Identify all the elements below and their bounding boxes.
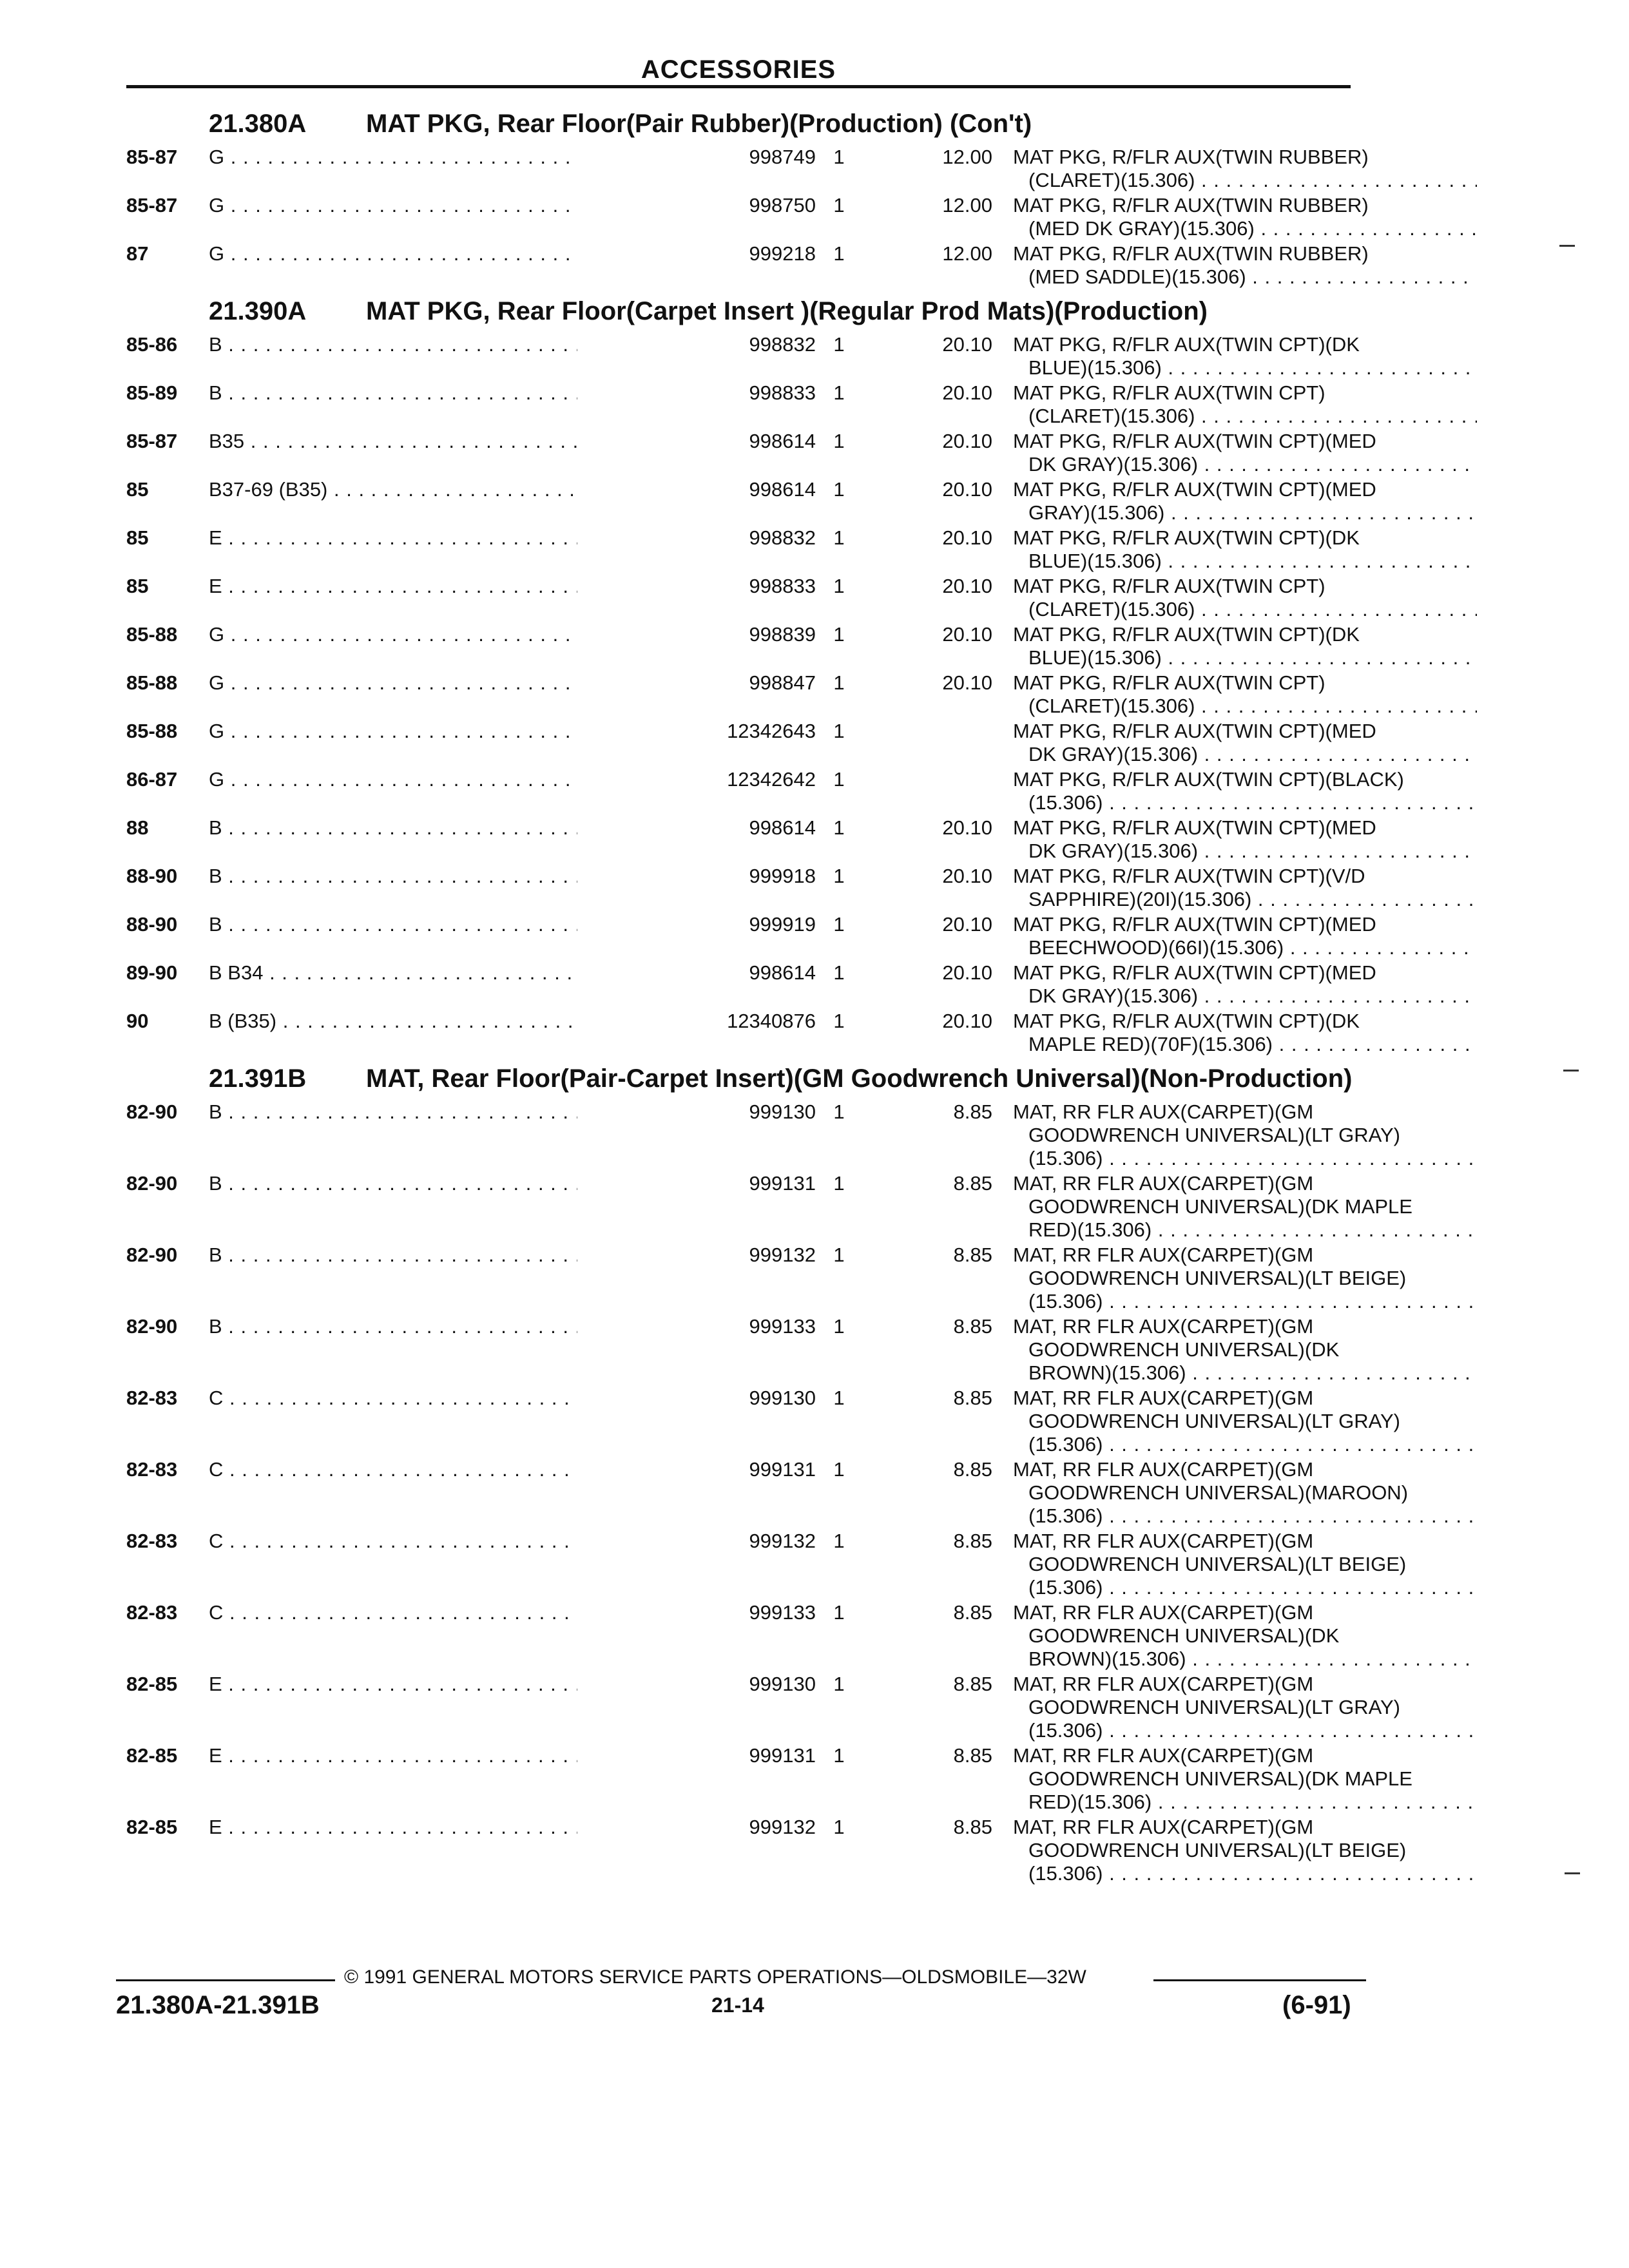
description-line: DK GRAY)(15.306) . . .	[1013, 985, 1477, 1008]
description-line: MAT, RR FLR AUX(CARPET)(GM	[1013, 1673, 1314, 1695]
part-number: 998614	[577, 961, 816, 985]
table-row	[126, 146, 1369, 194]
part-number: 999132	[577, 1816, 816, 1839]
description-line: GOODWRENCH UNIVERSAL)(DK	[1028, 1338, 1340, 1361]
part-number: 998614	[577, 816, 816, 840]
description-line: MAT PKG, R/FLR AUX(TWIN CPT)(BLACK)	[1013, 768, 1404, 791]
part-number: 998833	[577, 381, 816, 405]
table-row	[126, 242, 1369, 291]
model-years: 88	[126, 816, 149, 839]
part-number: 999133	[577, 1601, 816, 1624]
description-line: GOODWRENCH UNIVERSAL)(DK MAPLE	[1028, 1195, 1412, 1218]
description-line: (CLARET)(15.306) . . .	[1013, 169, 1477, 192]
table-row	[126, 1601, 1357, 1673]
model-code: G . . .	[209, 623, 678, 646]
description-line: MAT PKG, R/FLR AUX(TWIN CPT)(DK	[1013, 623, 1360, 646]
model-years: 85-87	[126, 430, 178, 452]
price: 20.10	[942, 816, 992, 839]
model-code: B B34 . . .	[209, 961, 678, 985]
model-years: 82-83	[126, 1601, 178, 1624]
model-code: E . . .	[209, 1744, 678, 1767]
table-row	[126, 381, 1357, 430]
description-line: MAT, RR FLR AUX(CARPET)(GM	[1013, 1458, 1314, 1481]
part-description	[1013, 913, 1477, 959]
part-number: 999218	[577, 242, 816, 265]
model-code: B . . .	[209, 333, 678, 356]
part-description	[1013, 865, 1477, 911]
table-row	[126, 1244, 1407, 1315]
model-code: C . . .	[209, 1387, 678, 1410]
table-row	[126, 478, 1376, 526]
model-years: 90	[126, 1010, 149, 1032]
margin-mark	[1563, 1070, 1579, 1072]
part-number: 998832	[577, 526, 816, 550]
model-years: 82-85	[126, 1744, 178, 1767]
description-line: MAT, RR FLR AUX(CARPET)(GM	[1013, 1601, 1314, 1624]
part-description	[1013, 1601, 1477, 1671]
price: 8.85	[953, 1530, 992, 1552]
description-line: BROWN)(15.306) . . .	[1013, 1648, 1477, 1671]
description-line: MAT, RR FLR AUX(CARPET)(GM	[1013, 1816, 1314, 1838]
description-line: GOODWRENCH UNIVERSAL)(LT BEIGE)	[1028, 1553, 1407, 1575]
quantity: 1	[833, 671, 845, 694]
margin-mark	[1559, 245, 1575, 247]
part-description	[1013, 526, 1477, 573]
quantity: 1	[833, 1010, 845, 1032]
part-description	[1013, 1458, 1477, 1528]
description-line: (MED DK GRAY)(15.306) . . .	[1013, 217, 1477, 240]
model-code: E . . .	[209, 1673, 678, 1696]
quantity: 1	[833, 1816, 845, 1838]
model-code: C . . .	[209, 1458, 678, 1481]
model-years: 88-90	[126, 913, 178, 936]
description-line: MAT PKG, R/FLR AUX(TWIN CPT)(DK	[1013, 333, 1360, 356]
footer-date: (6-91)	[1282, 1991, 1351, 2019]
model-code: G . . .	[209, 768, 678, 791]
description-line: MAT, RR FLR AUX(CARPET)(GM	[1013, 1387, 1314, 1409]
description-line: BLUE)(15.306) . . .	[1013, 646, 1477, 669]
table-row	[126, 1387, 1400, 1458]
description-line: (CLARET)(15.306) . . .	[1013, 405, 1477, 428]
quantity: 1	[833, 961, 845, 984]
part-number: 999130	[577, 1673, 816, 1696]
model-years: 85-88	[126, 623, 178, 646]
table-row	[126, 768, 1404, 816]
part-description	[1013, 768, 1477, 814]
description-line: MAT PKG, R/FLR AUX(TWIN RUBBER)	[1013, 146, 1369, 168]
quantity: 1	[833, 816, 845, 839]
table-row	[126, 1530, 1407, 1601]
price: 20.10	[942, 913, 992, 936]
price: 20.10	[942, 671, 992, 694]
part-number: 999131	[577, 1458, 816, 1481]
part-number: 999918	[577, 865, 816, 888]
price: 20.10	[942, 961, 992, 984]
description-line: BLUE)(15.306) . . .	[1013, 356, 1477, 380]
part-number: 998750	[577, 194, 816, 217]
table-row	[126, 913, 1376, 961]
model-years: 85-88	[126, 671, 178, 694]
model-years: 85-86	[126, 333, 178, 356]
model-code: B . . .	[209, 913, 678, 936]
model-years: 86-87	[126, 768, 178, 791]
description-line: (MED SADDLE)(15.306) . . .	[1013, 265, 1477, 289]
description-line: BLUE)(15.306) . . .	[1013, 550, 1477, 573]
price: 20.10	[942, 623, 992, 646]
quantity: 1	[833, 865, 845, 887]
part-number: 999132	[577, 1244, 816, 1267]
description-line: GOODWRENCH UNIVERSAL)(DK	[1028, 1624, 1340, 1647]
price: 20.10	[942, 575, 992, 597]
quantity: 1	[833, 623, 845, 646]
quantity: 1	[833, 1458, 845, 1481]
model-code: B . . .	[209, 1100, 678, 1124]
table-row	[126, 526, 1360, 575]
footer-rule-left	[116, 1979, 335, 1981]
model-years: 85-88	[126, 720, 178, 742]
description-line: (15.306) . . .	[1013, 1862, 1477, 1885]
description-line: MAT PKG, R/FLR AUX(TWIN CPT)(MED	[1013, 913, 1376, 936]
part-number: 999133	[577, 1315, 816, 1338]
description-line: MAT PKG, R/FLR AUX(TWIN CPT)(MED	[1013, 430, 1376, 452]
section-heading	[126, 110, 1357, 138]
part-description	[1013, 430, 1477, 476]
table-row	[126, 1744, 1412, 1816]
price: 8.85	[953, 1601, 992, 1624]
quantity: 1	[833, 1530, 845, 1552]
part-description	[1013, 1530, 1477, 1599]
description-line: (15.306) . . .	[1013, 1433, 1477, 1456]
model-years: 82-90	[126, 1244, 178, 1266]
model-years: 85-89	[126, 381, 178, 404]
part-description	[1013, 671, 1477, 718]
price: 20.10	[942, 381, 992, 404]
model-code: E . . .	[209, 575, 678, 598]
model-years: 87	[126, 242, 149, 265]
section-code: 21.390A	[209, 297, 307, 325]
quantity: 1	[833, 1601, 845, 1624]
model-code: B . . .	[209, 816, 678, 840]
quantity: 1	[833, 1387, 845, 1409]
table-row	[126, 1673, 1400, 1744]
price: 20.10	[942, 478, 992, 501]
part-description	[1013, 1100, 1477, 1170]
quantity: 1	[833, 526, 845, 549]
price: 12.00	[942, 194, 992, 216]
description-line: DK GRAY)(15.306) . . .	[1013, 743, 1477, 766]
model-code: B . . .	[209, 1172, 678, 1195]
quantity: 1	[833, 430, 845, 452]
price: 8.85	[953, 1744, 992, 1767]
description-line: MAT, RR FLR AUX(CARPET)(GM	[1013, 1315, 1314, 1338]
description-line: SAPPHIRE)(20I)(15.306) . . .	[1013, 888, 1477, 911]
price: 8.85	[953, 1244, 992, 1266]
part-number: 998847	[577, 671, 816, 695]
table-row	[126, 333, 1360, 381]
section-title: MAT PKG, Rear Floor(Pair Rubber)(Production) (Con't)	[366, 110, 1032, 138]
section-title: MAT, Rear Floor(Pair-Carpet Insert)(GM Goodwrench Universal)(Non-Production)	[366, 1064, 1353, 1093]
price: 8.85	[953, 1315, 992, 1338]
description-line: (CLARET)(15.306) . . .	[1013, 598, 1477, 621]
price: 12.00	[942, 146, 992, 168]
model-code: G . . .	[209, 194, 678, 217]
price: 8.85	[953, 1387, 992, 1409]
part-number: 12342642	[577, 768, 816, 791]
part-description	[1013, 242, 1477, 289]
price: 20.10	[942, 430, 992, 452]
part-number: 999919	[577, 913, 816, 936]
table-row	[126, 1172, 1412, 1244]
description-line: MAT PKG, R/FLR AUX(TWIN CPT)(MED	[1013, 816, 1376, 839]
price: 8.85	[953, 1100, 992, 1123]
model-years: 89-90	[126, 961, 178, 984]
description-line: MAT PKG, R/FLR AUX(TWIN CPT)(DK	[1013, 526, 1360, 549]
part-description	[1013, 816, 1477, 863]
part-description	[1013, 1673, 1477, 1742]
model-code: B . . .	[209, 865, 678, 888]
part-number: 999130	[577, 1387, 816, 1410]
section-code: 21.391B	[209, 1064, 307, 1093]
model-years: 82-90	[126, 1100, 178, 1123]
part-number: 998832	[577, 333, 816, 356]
description-line: MAT, RR FLR AUX(CARPET)(GM	[1013, 1530, 1314, 1552]
part-number: 12340876	[577, 1010, 816, 1033]
quantity: 1	[833, 146, 845, 168]
table-row	[126, 623, 1360, 671]
model-years: 82-83	[126, 1458, 178, 1481]
description-line: MAT PKG, R/FLR AUX(TWIN CPT)(MED	[1013, 720, 1376, 742]
model-code: G . . .	[209, 146, 678, 169]
description-line: RED)(15.306) . . .	[1013, 1791, 1477, 1814]
description-line: BEECHWOOD)(66I)(15.306) . . .	[1013, 936, 1477, 959]
model-code: C . . .	[209, 1530, 678, 1553]
part-description	[1013, 1387, 1477, 1456]
table-row	[126, 1100, 1400, 1172]
section-heading	[126, 1064, 1357, 1093]
parts-listing	[126, 103, 1412, 1887]
quantity: 1	[833, 242, 845, 265]
quantity: 1	[833, 333, 845, 356]
table-row	[126, 865, 1365, 913]
part-number: 999130	[577, 1100, 816, 1124]
part-description	[1013, 1010, 1477, 1056]
table-row	[126, 816, 1376, 865]
table-row	[126, 961, 1376, 1010]
part-description	[1013, 575, 1477, 621]
model-years: 82-85	[126, 1816, 178, 1838]
quantity: 1	[833, 381, 845, 404]
model-code: G . . .	[209, 242, 678, 265]
description-line: (15.306) . . .	[1013, 1290, 1477, 1313]
price: 8.85	[953, 1458, 992, 1481]
section-title: MAT PKG, Rear Floor(Carpet Insert )(Regular Prod Mats)(Production)	[366, 297, 1208, 325]
model-years: 88-90	[126, 865, 178, 887]
description-line: GOODWRENCH UNIVERSAL)(LT GRAY)	[1028, 1410, 1400, 1432]
table-row	[126, 1458, 1409, 1530]
quantity: 1	[833, 575, 845, 597]
quantity: 1	[833, 1673, 845, 1695]
quantity: 1	[833, 194, 845, 216]
description-line: MAT PKG, R/FLR AUX(TWIN CPT)(DK	[1013, 1010, 1360, 1032]
model-code: C . . .	[209, 1601, 678, 1624]
part-number: 998614	[577, 430, 816, 453]
model-years: 85	[126, 575, 149, 597]
model-years: 85-87	[126, 194, 178, 216]
table-row	[126, 194, 1369, 242]
description-line: GOODWRENCH UNIVERSAL)(MAROON)	[1028, 1481, 1409, 1504]
description-line: (15.306) . . .	[1013, 1147, 1477, 1170]
model-code: B . . .	[209, 1315, 678, 1338]
quantity: 1	[833, 1100, 845, 1123]
section-heading	[126, 297, 1357, 325]
part-description	[1013, 720, 1477, 766]
part-description	[1013, 1315, 1477, 1385]
model-code: B (B35) . . .	[209, 1010, 678, 1033]
model-years: 82-85	[126, 1673, 178, 1695]
part-number: 998749	[577, 146, 816, 169]
description-line: MAT, RR FLR AUX(CARPET)(GM	[1013, 1100, 1314, 1123]
part-description	[1013, 1744, 1477, 1814]
price: 8.85	[953, 1172, 992, 1195]
footer-rule-right	[1153, 1979, 1366, 1981]
part-description	[1013, 381, 1477, 428]
description-line: (CLARET)(15.306) . . .	[1013, 695, 1477, 718]
description-line: MAT PKG, R/FLR AUX(TWIN CPT)	[1013, 575, 1325, 597]
description-line: MAT, RR FLR AUX(CARPET)(GM	[1013, 1244, 1314, 1266]
model-code: G . . .	[209, 720, 678, 743]
description-line: MAT PKG, R/FLR AUX(TWIN CPT)	[1013, 381, 1325, 404]
part-number: 999131	[577, 1172, 816, 1195]
description-line: RED)(15.306) . . .	[1013, 1218, 1477, 1242]
model-years: 82-90	[126, 1172, 178, 1195]
price: 12.00	[942, 242, 992, 265]
part-number: 998833	[577, 575, 816, 598]
part-description	[1013, 1172, 1477, 1242]
footer-copyright: © 1991 GENERAL MOTORS SERVICE PARTS OPERATIONS—OLDSMOBILE—32W	[344, 1966, 1086, 1988]
quantity: 1	[833, 1244, 845, 1266]
quantity: 1	[833, 768, 845, 791]
description-line: GOODWRENCH UNIVERSAL)(LT GRAY)	[1028, 1124, 1400, 1146]
description-line: GOODWRENCH UNIVERSAL)(LT BEIGE)	[1028, 1267, 1407, 1289]
description-line: GRAY)(15.306) . . .	[1013, 501, 1477, 524]
table-row	[126, 430, 1376, 478]
part-number: 998839	[577, 623, 816, 646]
part-description	[1013, 333, 1477, 380]
price: 20.10	[942, 1010, 992, 1032]
description-line: MAT PKG, R/FLR AUX(TWIN CPT)(MED	[1013, 961, 1376, 984]
price: 20.10	[942, 333, 992, 356]
model-code: B35 . . .	[209, 430, 678, 453]
description-line: GOODWRENCH UNIVERSAL)(LT GRAY)	[1028, 1696, 1400, 1718]
section-code: 21.380A	[209, 110, 307, 138]
part-description	[1013, 1244, 1477, 1313]
table-row	[126, 671, 1357, 720]
model-code: E . . .	[209, 1816, 678, 1839]
model-years: 82-83	[126, 1530, 178, 1552]
table-row	[126, 720, 1376, 768]
quantity: 1	[833, 720, 845, 742]
header-rule	[126, 85, 1351, 88]
table-row	[126, 575, 1357, 623]
description-line: MAT PKG, R/FLR AUX(TWIN CPT)(V/D	[1013, 865, 1365, 887]
description-line: DK GRAY)(15.306) . . .	[1013, 840, 1477, 863]
part-description	[1013, 623, 1477, 669]
description-line: DK GRAY)(15.306) . . .	[1013, 453, 1477, 476]
description-line: MAT PKG, R/FLR AUX(TWIN CPT)	[1013, 671, 1325, 694]
description-line: (15.306) . . .	[1013, 1504, 1477, 1528]
description-line: MAT, RR FLR AUX(CARPET)(GM	[1013, 1744, 1314, 1767]
part-description	[1013, 478, 1477, 524]
part-number: 998614	[577, 478, 816, 501]
description-line: MAT, RR FLR AUX(CARPET)(GM	[1013, 1172, 1314, 1195]
part-description	[1013, 194, 1477, 240]
model-years: 82-90	[126, 1315, 178, 1338]
description-line: GOODWRENCH UNIVERSAL)(DK MAPLE	[1028, 1767, 1412, 1790]
description-line: MAT PKG, R/FLR AUX(TWIN CPT)(MED	[1013, 478, 1376, 501]
model-years: 85	[126, 478, 149, 501]
description-line: (15.306) . . .	[1013, 791, 1477, 814]
part-description	[1013, 961, 1477, 1008]
table-row	[126, 1010, 1360, 1058]
model-code: B37-69 (B35) . . .	[209, 478, 678, 501]
description-line: MAPLE RED)(70F)(15.306) . . .	[1013, 1033, 1477, 1056]
description-line: (15.306) . . .	[1013, 1576, 1477, 1599]
description-line: GOODWRENCH UNIVERSAL)(LT BEIGE)	[1028, 1839, 1407, 1861]
part-description	[1013, 146, 1477, 192]
description-line: BROWN)(15.306) . . .	[1013, 1361, 1477, 1385]
price: 20.10	[942, 865, 992, 887]
quantity: 1	[833, 1172, 845, 1195]
part-number: 999131	[577, 1744, 816, 1767]
price: 20.10	[942, 526, 992, 549]
description-line: MAT PKG, R/FLR AUX(TWIN RUBBER)	[1013, 242, 1369, 265]
part-number: 12342643	[577, 720, 816, 743]
part-description	[1013, 1816, 1477, 1885]
model-code: E . . .	[209, 526, 678, 550]
price: 8.85	[953, 1816, 992, 1838]
footer-section-range: 21.380A-21.391B	[116, 1991, 320, 2019]
margin-mark	[1565, 1872, 1580, 1874]
model-code: G . . .	[209, 671, 678, 695]
quantity: 1	[833, 1744, 845, 1767]
part-number: 999132	[577, 1530, 816, 1553]
model-years: 82-83	[126, 1387, 178, 1409]
price: 8.85	[953, 1673, 992, 1695]
model-years: 85-87	[126, 146, 178, 168]
description-line: MAT PKG, R/FLR AUX(TWIN RUBBER)	[1013, 194, 1369, 216]
quantity: 1	[833, 913, 845, 936]
description-line: (15.306) . . .	[1013, 1719, 1477, 1742]
model-code: B . . .	[209, 381, 678, 405]
table-row	[126, 1315, 1357, 1387]
quantity: 1	[833, 1315, 845, 1338]
quantity: 1	[833, 478, 845, 501]
page-title: ACCESSORIES	[641, 55, 836, 84]
table-row	[126, 1816, 1407, 1887]
footer-page-number: 21-14	[711, 1994, 764, 2017]
model-years: 85	[126, 526, 149, 549]
model-code: B . . .	[209, 1244, 678, 1267]
